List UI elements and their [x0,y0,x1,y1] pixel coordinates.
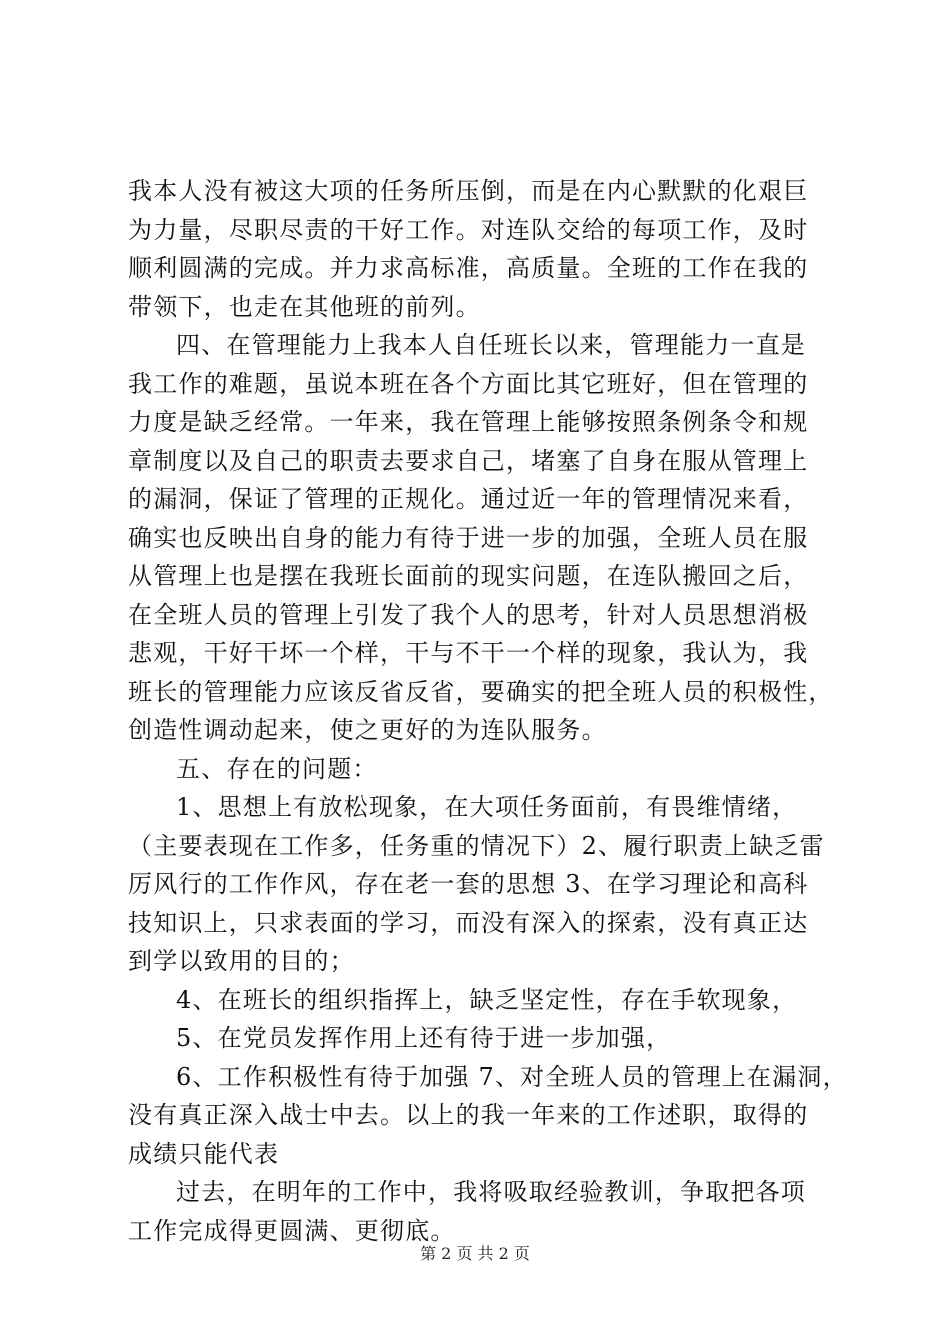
text-line: 的漏洞，保证了管理的正规化。通过近一年的管理情况来看， [128,485,809,513]
text-line: 过去，在明年的工作中，我将吸取经验教训，争取把各项 [176,1178,806,1206]
text-line: 1、思想上有放松现象，在大项任务面前，有畏维情绪， [176,793,798,821]
body-text [128,172,848,1250]
text-line: 章制度以及自己的职责去要求自己，堵塞了自身在服从管理上 [128,446,809,475]
text-line: 确实也反映出自身的能力有待于进一步的加强，全班人员在服 [128,523,809,552]
text-line: 厉风行的工作作风，存在老一套的思想 3、在学习理论和高科 [128,870,809,898]
text-line: 带领下，也走在其他班的前列。 [128,292,481,321]
text-line: 成绩只能代表 [128,1139,280,1168]
text-line: 顺利圆满的完成。并力求高标准，高质量。全班的工作在我的 [128,254,809,282]
text-line: 我工作的难题，虽说本班在各个方面比其它班好，但在管理的 [128,369,809,398]
text-line: 为力量，尽职尽责的干好工作。对连队交给的每项工作，及时 [128,215,809,244]
text-line: （主要表现在工作多，任务重的情况下）2、履行职责上缺乏雷 [128,831,825,860]
text-line: 在全班人员的管理上引发了我个人的思考，针对人员思想消极 [128,600,809,629]
text-line: 悲观，干好干坏一个样，干与不干一个样的现象，我认为，我 [128,639,809,667]
text-line: 从管理上也是摆在我班长面前的现实问题，在连队搬回之后， [128,562,809,590]
text-line: 没有真正深入战士中去。以上的我一年来的工作述职，取得的 [128,1101,809,1129]
text-line: 工作完成得更圆满、更彻底。 [128,1216,456,1245]
text-line: 5、在党员发挥作用上还有待于进一步加强， [176,1024,672,1052]
text-line: 五、存在的问题： [176,754,378,783]
text-line: 6、工作积极性有待于加强 7、对全班人员的管理上在漏洞， [176,1062,848,1091]
text-line: 力度是缺乏经常。一年来，我在管理上能够按照条例条令和规 [128,408,809,436]
text-line: 四、在管理能力上我本人自任班长以来，管理能力一直是 [176,331,806,359]
text-line: 我本人没有被这大项的任务所压倒，而是在内心默默的化艰巨 [128,177,809,205]
page-footer: 第 2 页 共 2 页 [420,1244,530,1263]
text-line: 班长的管理能力应该反省反省，要确实的把全班人员的积极性， [128,677,834,706]
text-line: 4、在班长的组织指挥上，缺乏坚定性，存在手软现象， [176,985,798,1014]
text-line: 创造性调动起来，使之更好的为连队服务。 [128,716,607,744]
text-line: 到学以致用的目的； [128,947,355,975]
text-line: 技知识上，只求表面的学习，而没有深入的探索，没有真正达 [128,908,809,937]
